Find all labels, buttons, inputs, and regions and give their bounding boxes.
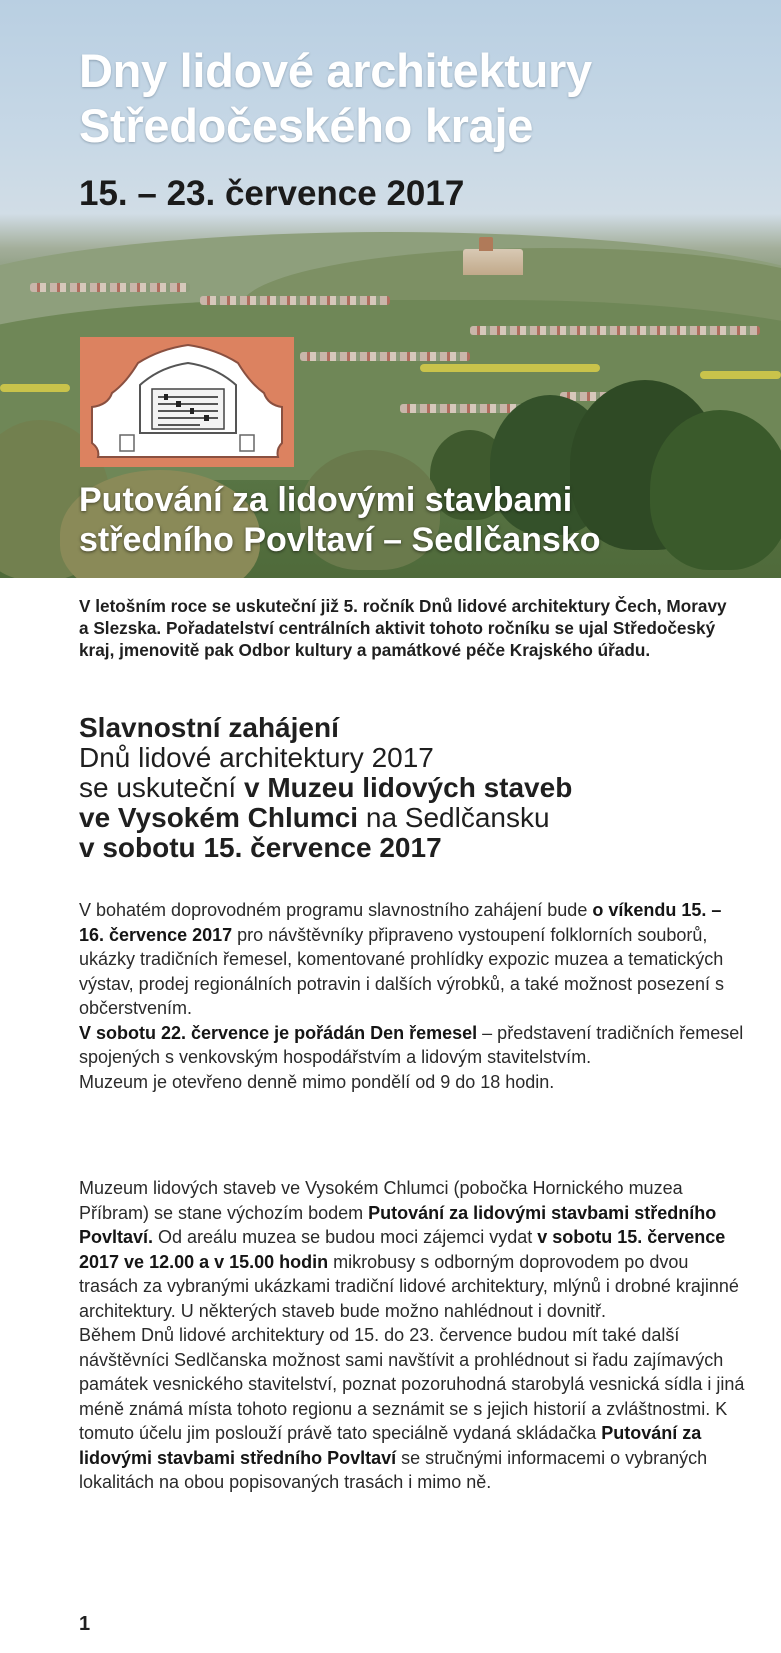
trips-text-3: mikrobusy s odborným doprovodem po dvou trasách za vybranými ukázkami tradiční lidové architektury, mlýnů i drobné krajinné architektury. U některých staveb bude možno nahlédnout i dovnitř. xyxy=(79,1251,739,1321)
crafts-day-date: V sobotu 22. července je pořádán Den řemesel xyxy=(79,1022,478,1043)
trips-text-2: Od areálu muzea se budou moci zájemci vydat xyxy=(153,1227,538,1247)
visitors-text: Během Dnů lidové architektury od 15. do 23. července budou mít také další návštěvníci Sedlčanska možnost sami navštívit a prohlédnout si řadu zajímavých památek vesnického stavitelství, poznat pozoruhodná starobylá vesnická sídla i jiná méně známá místa tohoto regionu a seznámit se s jejich historií a zvláštnostmi. K tomuto účelu jim poslouží právě tato speciálně vydaná skládačka xyxy=(79,1325,745,1443)
headline-line-2: Dnů lidové architektury 2017 xyxy=(79,742,434,773)
leaflet-name: Putování za lidovými stavbami středního Povltaví xyxy=(79,1423,702,1468)
trips-text: Muzeum lidových staveb ve Vysokém Chlumci (pobočka Hornického muzea Příbram) se stane výchozím bodem xyxy=(79,1178,683,1223)
route-subtitle xyxy=(79,480,601,560)
opening-hours: Muzeum je otevřeno denně mimo pondělí od 9 do 18 hodin. xyxy=(79,1071,555,1092)
visitors-paragraph xyxy=(79,1323,749,1495)
village-roofs xyxy=(470,326,760,335)
crafts-day-text: – představení tradičních řemesel spojených s venkovským hospodářstvím a lidovým stavitelstvím. xyxy=(79,1022,744,1067)
trips-route-name: Putování za lidovými stavbami středního Povltaví. xyxy=(79,1202,717,1247)
opening-headline xyxy=(79,713,769,863)
headline-region: na Sedlčansku xyxy=(358,802,550,833)
subtitle-line-1: Putování za lidovými stavbami xyxy=(79,481,573,519)
program-text-rest: pro návštěvníky připraveno vystoupení folklorních souborů, ukázky tradičních řemesel, komentované prohlídky expozic muzea a tematických výstav, prodej regionálních potravin i dalších výrobků, a také možnost posezení s občerstvením. xyxy=(79,924,725,1018)
page-number: 1 xyxy=(79,1613,91,1635)
headline-line-3: se uskuteční xyxy=(79,772,244,803)
title-line-1: Dny lidové architektury xyxy=(79,44,592,97)
intro-paragraph: V letošním roce se uskuteční již 5. ročník Dnů lidové architektury Čech, Moravy a Slezska. Pořadatelství centrálních aktivit tohoto ročníku se ujal Středočeský kraj, jmenovitě pak Odbor kultury a památkové péče Krajského úřadu. xyxy=(79,596,727,660)
headline-line-1: Slavnostní zahájení xyxy=(79,712,339,743)
tree xyxy=(650,410,781,570)
program-text: V bohatém doprovodném programu slavnostního zahájení bude xyxy=(79,900,593,920)
village-roofs xyxy=(30,283,190,292)
event-date: 15. – 23. července 2017 xyxy=(79,174,465,213)
program-paragraph xyxy=(79,898,749,1021)
visitors-text-rest: se stručnými informacemi o vybraných lokalitách na obou popisovaných trasách i mimo ně. xyxy=(79,1447,708,1492)
program-section xyxy=(79,898,749,1094)
castle-on-hill xyxy=(463,249,523,275)
subtitle-line-2: středního Povltaví – Sedlčansko xyxy=(79,521,601,559)
gable-house-logo-icon xyxy=(80,337,294,467)
rapeseed-field xyxy=(0,384,70,392)
rapeseed-field xyxy=(420,364,600,372)
crafts-day-paragraph xyxy=(79,1021,749,1070)
page-title xyxy=(79,43,592,153)
village-roofs xyxy=(300,352,470,361)
headline-museum: v Muzeu lidových staveb xyxy=(243,772,573,803)
trips-departure-times: v sobotu 15. července 2017 ve 12.00 a v 15.00 hodin xyxy=(79,1227,726,1272)
hero-landscape-photo xyxy=(0,0,781,578)
village-roofs xyxy=(200,296,390,305)
headline-place: ve Vysokém Chlumci xyxy=(79,802,359,833)
program-weekend-date: o víkendu 15. – 16. července 2017 xyxy=(79,900,722,945)
trips-section xyxy=(79,1176,749,1495)
rapeseed-field xyxy=(700,371,781,379)
title-line-2: Středočeského kraje xyxy=(79,99,534,152)
headline-date: v sobotu 15. července 2017 xyxy=(79,832,442,863)
trips-paragraph xyxy=(79,1176,749,1323)
